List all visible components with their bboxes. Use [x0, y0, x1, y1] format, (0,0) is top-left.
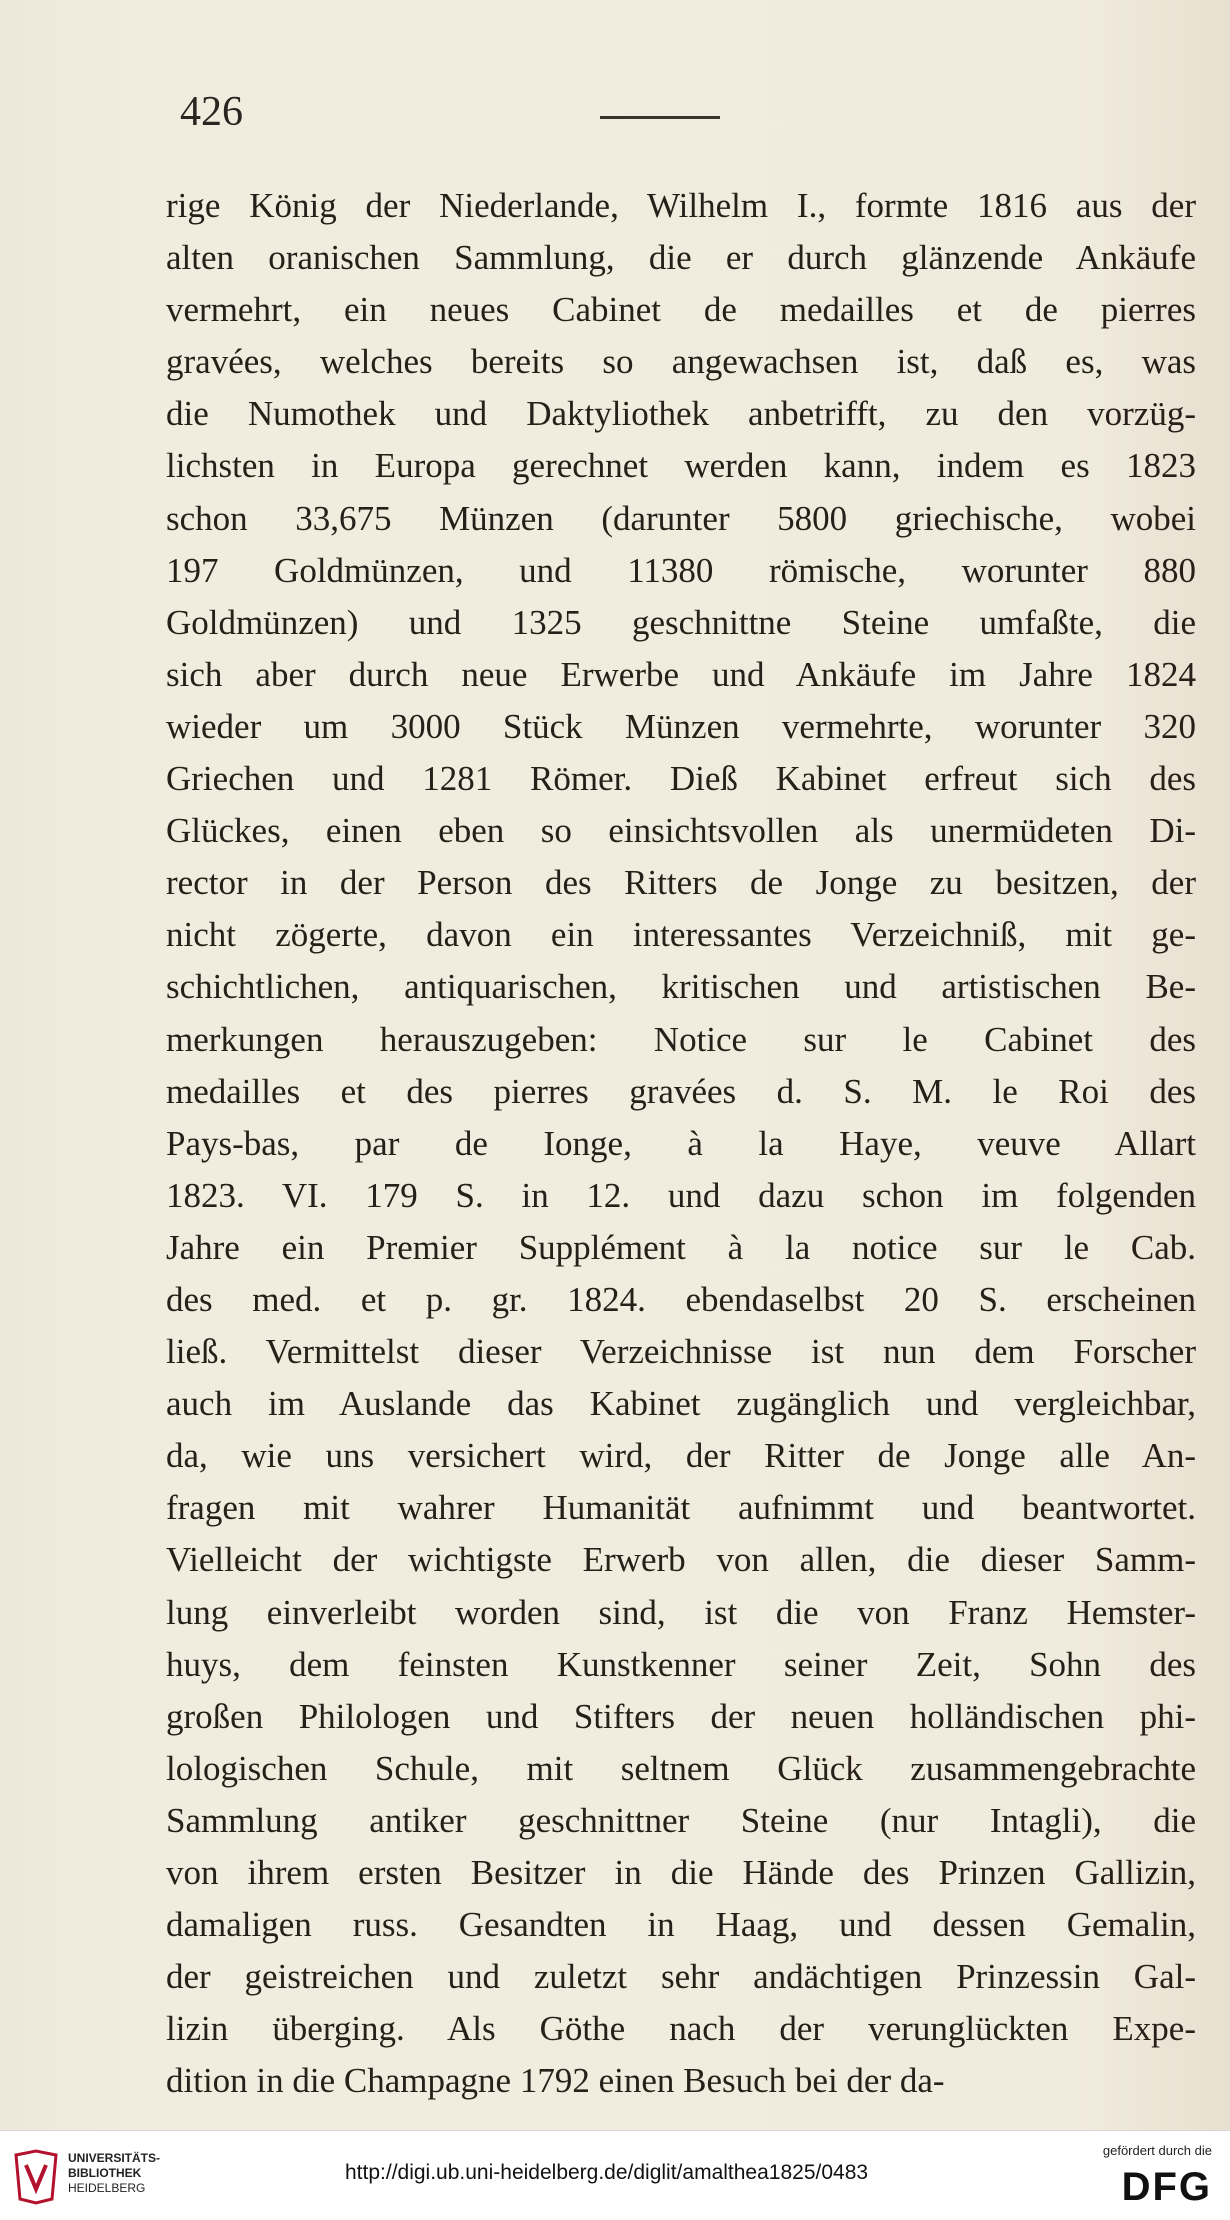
page-number: 426 — [180, 89, 243, 135]
dfg-logo: DFG — [1121, 2165, 1212, 2209]
text-line: 1823. VI. 179 S. in 12. und dazu schon im folgenden — [166, 1175, 1196, 1215]
funding-label: gefördert durch die — [1102, 2143, 1212, 2158]
text-line: vermehrt, ein neues Cabinet de medailles et de pierres — [166, 290, 1196, 330]
text-line: Griechen und 1281 Römer. Dieß Kabinet erfreut sich des — [166, 759, 1196, 799]
text-line: wieder um 3000 Stück Münzen vermehrte, worunter 320 — [166, 706, 1196, 746]
text-line: großen Philologen und Stifters der neuen holländischen phi- — [166, 1696, 1196, 1736]
text-line: des med. et p. gr. 1824. ebendaselbst 20 S. erscheinen — [166, 1279, 1196, 1319]
text-line: gravées, welches bereits so angewachsen ist, daß es, was — [166, 342, 1196, 382]
text-line: schichtlichen, antiquarischen, kritischen und artistischen Be- — [166, 967, 1196, 1007]
text-line: rector in der Person des Ritters de Jonge zu besitzen, der — [166, 863, 1196, 903]
text-line: die Numothek und Daktyliothek anbetrifft, zu den vorzüg- — [166, 394, 1196, 434]
text-line: rige König der Niederlande, Wilhelm I., formte 1816 aus der — [166, 186, 1196, 225]
text-line: 197 Goldmünzen, und 11380 römische, worunter 880 — [166, 550, 1196, 590]
text-line: da, wie uns versichert wird, der Ritter de Jonge alle An- — [166, 1436, 1196, 1476]
text-line: schon 33,675 Münzen (darunter 5800 griechische, wobei — [166, 498, 1196, 538]
text-line: Jahre ein Premier Supplément à la notice sur le Cab. — [166, 1227, 1196, 1267]
text-line: lung einverleibt worden sind, ist die von Franz Hemster- — [166, 1592, 1196, 1632]
text-line: Goldmünzen) und 1325 geschnittne Steine umfaßte, die — [166, 602, 1196, 642]
text-line: huys, dem feinsten Kunstkenner seiner Zeit, Sohn des — [166, 1644, 1196, 1684]
text-line: fragen mit wahrer Humanität aufnimmt und beantwortet. — [166, 1488, 1196, 1528]
text-line: Glückes, einen eben so einsichtsvollen als unermüdeten Di- — [166, 811, 1196, 851]
university-library-logo-icon — [12, 2149, 60, 2205]
text-line: damaligen russ. Gesandten in Haag, und dessen Gemalin, — [166, 1905, 1196, 1945]
library-name-line: HEIDELBERG — [68, 2181, 146, 2195]
text-line: lichsten in Europa gerechnet werden kann, indem es 1823 — [166, 446, 1196, 486]
text-line: medailles et des pierres gravées d. S. M. le Roi des — [166, 1071, 1196, 1111]
text-line: sich aber durch neue Erwerbe und Ankäufe im Jahre 1824 — [166, 654, 1196, 694]
text-line: dition in die Champagne 1792 einen Besuch bei der da- — [166, 2061, 945, 2101]
text-line: nicht zögerte, davon ein interessantes Verzeichniß, mit ge- — [166, 915, 1196, 955]
text-line: lizin überging. Als Göthe nach der verunglückten Expe- — [166, 2009, 1196, 2049]
text-line: lologischen Schule, mit seltnem Glück zusammengebrachte — [166, 1748, 1196, 1788]
university-library-name — [68, 2151, 160, 2196]
text-line: von ihrem ersten Besitzer in die Hände des Prinzen Gallizin, — [166, 1853, 1196, 1892]
body-text — [166, 180, 1196, 2107]
text-line: Vielleicht der wichtigste Erwerb von allen, die dieser Samm- — [166, 1540, 1196, 1580]
text-line: auch im Auslande das Kabinet zugänglich und vergleichbar, — [166, 1384, 1196, 1424]
viewer-footer — [0, 2130, 1230, 2220]
library-name-line: BIBLIOTHEK — [68, 2166, 142, 2180]
text-line: merkungen herauszugeben: Notice sur le Cabinet des — [166, 1019, 1196, 1059]
text-line: alten oranischen Sammlung, die er durch glänzende Ankäufe — [166, 238, 1196, 278]
text-line: Pays-bas, par de Ionge, à la Haye, veuve Allart — [166, 1123, 1196, 1163]
text-line: ließ. Vermittelst dieser Verzeichnisse ist nun dem Forscher — [166, 1332, 1196, 1372]
library-name-line: UNIVERSITÄTS- — [68, 2151, 161, 2165]
text-line: der geistreichen und zuletzt sehr andächtigen Prinzessin Gal- — [166, 1957, 1196, 1997]
header-rule — [600, 116, 720, 119]
permalink-url[interactable]: http://digi.ub.uni-heidelberg.de/diglit/amalthea1825/0483 — [345, 2161, 869, 2184]
text-line: Sammlung antiker geschnittner Steine (nur Intagli), die — [166, 1800, 1196, 1840]
